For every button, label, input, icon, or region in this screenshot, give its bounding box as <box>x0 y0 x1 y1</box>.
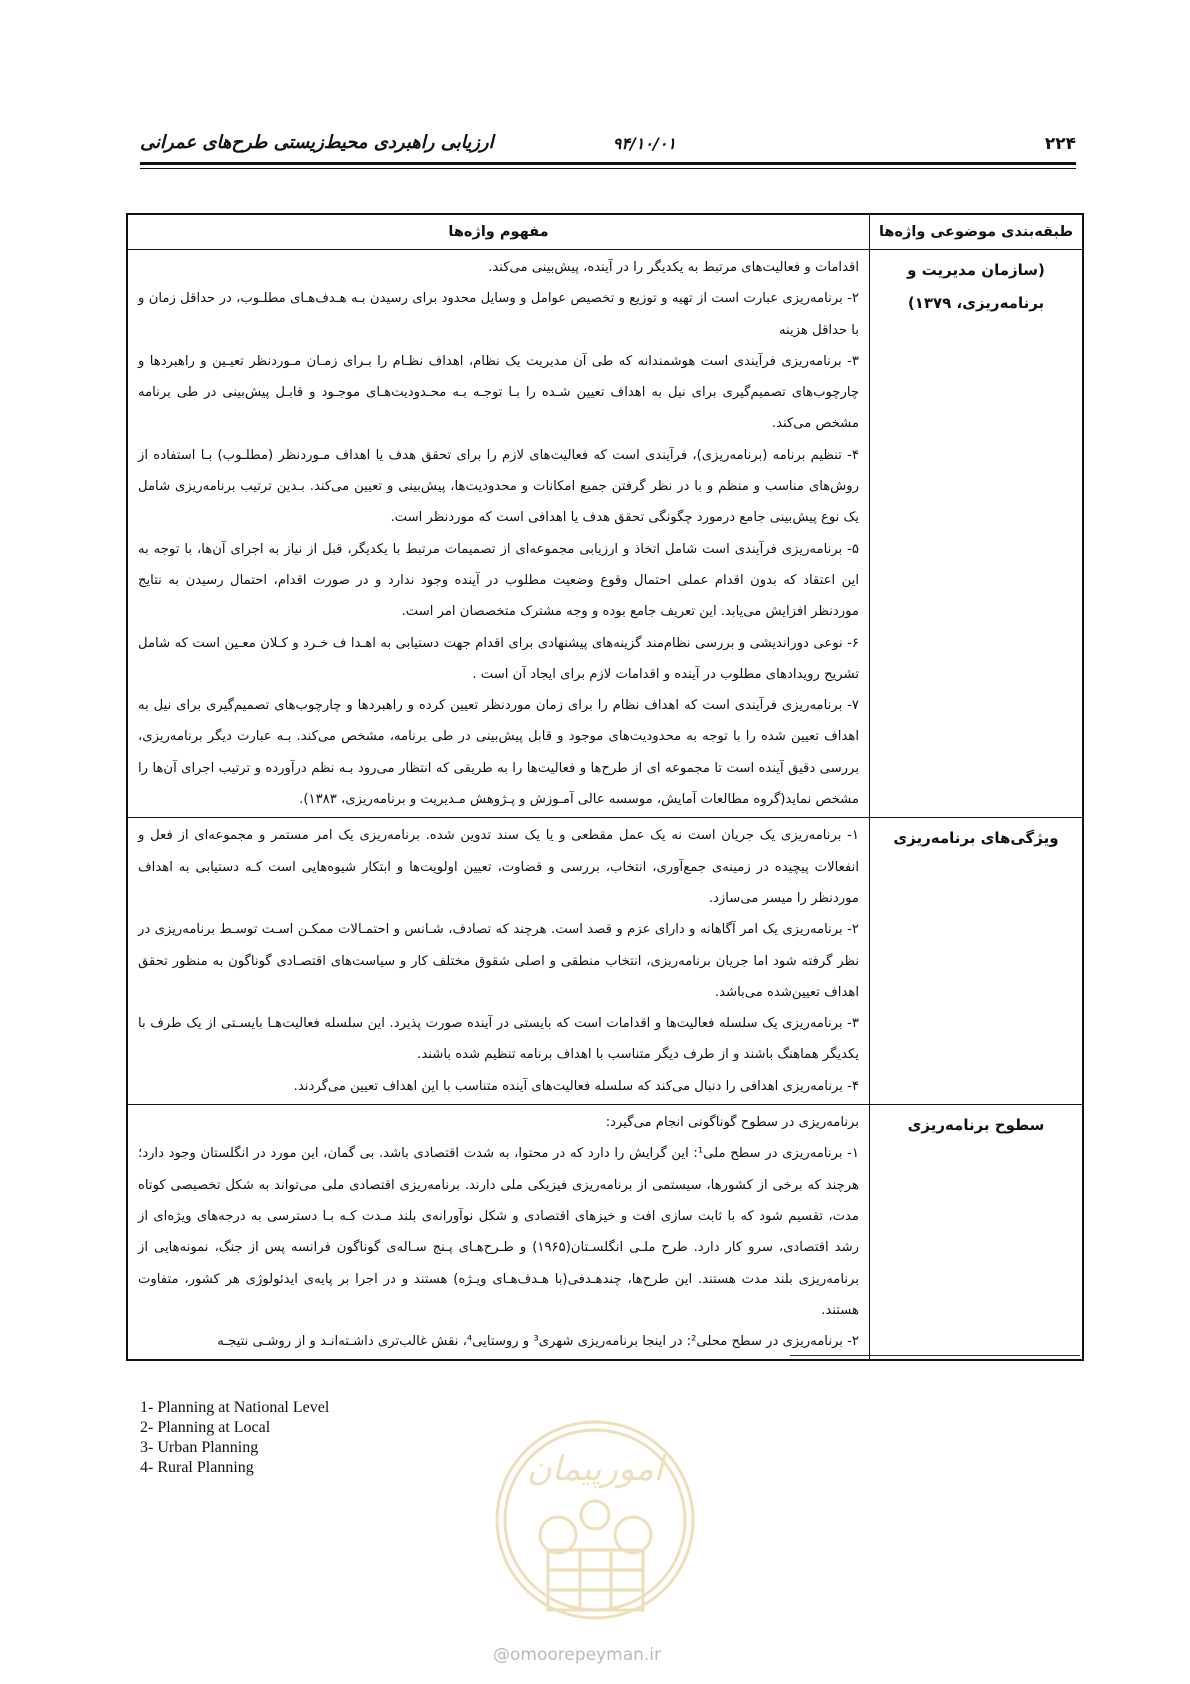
category-column-header: طبقه‌بندی موضوعی واژه‌ها <box>870 214 1084 250</box>
concept-cell <box>127 818 870 1105</box>
paragraph: ۳- برنامه‌ریزی یک سلسله فعالیت‌ها و اقدامات است که بایستی در آینده صورت پذیرد. این سلسله فعالیت‌هـا بایسـتی از یک طرف با یکدیگر هماهنگ باشند و از طرف دیگر متناسب با اهداف برنامه تنظیم شده باشند. <box>138 1016 859 1063</box>
page-header <box>140 120 1076 168</box>
issue-date: ۹۴/۱۰/۰۱ <box>612 134 676 153</box>
paragraph: ۱- برنامه‌ریزی یک جریان است نه یک عمل مقطعی و یا یک سند تدوین شده. برنامه‌ریزی یک امر مستمر و مجموعه‌ای از فعل و انفعالات پیچیده در زمینه‌ی جمع‌آوری، انتخاب، بررسی و قضاوت، تعیین اولویت‌ها و ابتکار شیوه‌هایی است کـه دستیابی به اهداف موردنظر را میسر می‌سازد. <box>138 828 859 906</box>
paragraph: ۵- برنامه‌ریزی فرآیندی است شامل اتخاذ و ارزیابی مجموعه‌ای از تصمیمات مرتبط با یکدیگر، قبل از نیاز به اجرای آن‌ها، با توجه به این اعتقاد که بدون اقدام عملی احتمال وقوع وضعیت مطلوب در آینده وجود ندارد و در صورت اقدام، احتمال رسیدن به نتایج موردنظر افزایش می‌یابد. این تعریف جامع بوده و وجه مشترک متخصصان امر است. <box>138 541 859 620</box>
paragraph: ۶- نوعی دوراندیشی و بررسی نظام‌مند گزینه‌های پیشنهادی برای اقدام جهت دستیابی به اهـدا ف خـرد و کـلان معـین است که شامل تشریح رویدادهای مطلوب در آینده و اقدامات لازم برای ایجاد آن است . <box>138 635 859 682</box>
footnote: 4- Rural Planning <box>140 1459 254 1476</box>
paragraph: ۲- برنامه‌ریزی یک امر آگاهانه و دارای عزم و قصد است. هرچند که تصادف، شـانس و احتمـالات ممکـن اسـت توسـط برنامه‌ریزی در نظر گرفته شود اما جریان برنامه‌ریزی، انتخاب منطقی و اصلی شقوق مختلف کار و سیاست‌های اقتصـادی گوناگون به منظور تحقق اهداف تعیین‌شده می‌باشد. <box>138 922 859 1000</box>
table-header-row <box>127 214 1083 250</box>
watermark-url: @omoorepeyman.ir <box>493 1645 662 1665</box>
watermark-logo <box>488 1400 703 1675</box>
category-cell: سطوح برنامه‌ریزی <box>870 1105 1084 1361</box>
running-title: ارزیابی راهبردی محیط‌زیستی طرح‌های عمرانی <box>140 132 494 153</box>
footnote: 3- Urban Planning <box>140 1439 259 1456</box>
paragraph: ۲- برنامه‌ریزی عبارت است از تهیه و توزیع و تخصیص عوامل و وسایل محدود برای رسیدن بـه هـدف‌هـای مطلـوب، در حداقل زمان و با حداقل هزینه <box>138 291 859 338</box>
concept-cell <box>127 250 870 818</box>
table-row <box>127 818 1083 1105</box>
footnote: 2- Planning at Local <box>140 1419 271 1436</box>
watermark-logo-text: امورپیمان <box>526 1449 664 1489</box>
category-cell: (سازمان مدیریت و برنامه‌ریزی، ۱۳۷۹) <box>870 250 1084 818</box>
paragraph: برنامه‌ریزی در سطوح گوناگونی انجام می‌گیرد: <box>605 1115 859 1131</box>
footnote: 1- Planning at National Level <box>140 1399 330 1416</box>
paragraph: ۱- برنامه‌ریزی در سطح ملی¹: این گرایش را دارد که در محتوا، به شدت اقتصادی باشد. بی گمان، این مورد در انگلستان وجود دارد؛ هرچند که برخی از کشورها، سیستمی از برنامه‌ریزی فیزیکی ملی دارند. برنامه‌ریزی اقتصادی ملی می‌تواند به شکل تخصیصی کوتاه مدت، تقسیم شود که با ثابت سازی افت و خیزهای اقتصادی و شکل نوآورانه‌ی بلند مـدت کـه بـا دسترسی به درجه‌های ویژه‌ای از رشد اقتصادی، سرو کار دارد. طرح ملـی انگلسـتان(۱۹۶۵) و طـرح‌هـای پـنج سـاله‌ی گوناگون فرانسه پس از جنگ، نمونه‌هایی از برنامه‌ریزی بلند مدت هستند. این طرح‌ها، چندهـدفی(با هـدف‌هـای ویـژه) هستند و در اجرا بر پایه‌ی ایدئولوژی هر کشور، متفاوت هستند. <box>138 1146 860 1318</box>
page-number: ۲۲۴ <box>1044 134 1076 154</box>
concept-column-header: مفهوم واژه‌ها <box>127 214 870 250</box>
table-row <box>127 250 1083 818</box>
concept-cell <box>127 1105 870 1361</box>
header-rule-thick <box>140 162 1076 165</box>
paragraph: ۷- برنامه‌ریزی فرآیندی است که اهداف نظام را برای زمان موردنظر تعیین کرده و راهبردها و چارچوب‌های تصمیم‌گیری برای نیل به اهداف تعیین شده را با توجه به محدودیت‌های موجود و قابل پیش‌بینی در طی برنامه، مشخص می‌کند. بـه عبارت دیگر برنامه‌ریزی، بررسی دقیق آینده است تا مجموعه ای از طرح‌ها و فعالیت‌ها را به طریقی که انتظار می‌رود بـه نظم درآورده و ترتیب اجرای آن‌ها را مشخص نماید(گروه مطالعات آمایش، موسسه عالی آمـوزش و پـژوهش مـدیریت و برنامه‌ریزی، ۱۳۸۳). <box>138 698 859 808</box>
footnote-separator <box>790 1355 1080 1356</box>
footnotes <box>140 1398 329 1478</box>
terms-table <box>126 213 1084 1361</box>
category-cell: ویژگی‌های برنامه‌ریزی <box>870 818 1084 1105</box>
header-rule-thin <box>140 168 1076 169</box>
table-row <box>127 1105 1083 1361</box>
paragraph: ۳- برنامه‌ریزی فرآیندی است هوشمندانه که طی آن مدیریت یک نظام، اهداف نظـام را بـرای زمـان مـوردنظر تعیـین و راهبردها و چارچوب‌های تصمیم‌گیری برای نیل به اهداف تعیین شـده را بـا توجـه بـه محـدودیت‌هـای موجـود و قابـل پیش‌بینی در طی برنامه مشخص می‌کند. <box>138 353 859 432</box>
paragraph: ۲- برنامه‌ریزی در سطح محلی²: در اینجا برنامه‌ریزی شهری³ و روستایی⁴، نقش غالب‌تری داشـته‌انـد و از روشـی نتیجـه <box>217 1334 859 1350</box>
paragraph: ۴- تنظیم برنامه (برنامه‌ریزی)، فرآیندی است که فعالیت‌های لازم را برای تحقق هدف یا اهداف مـوردنظر (مطلـوب) بـا استفاده از روش‌های مناسب و منظم و با در نظر گرفتن جمیع امکانات و محدودیت‌ها، پیش‌بینی و تعیین می‌کند. بـدین ترتیب برنامه‌ریزی شامل یک نوع پیش‌بینی جامع درمورد چگونگی تحقق هدف یا اهدافی است که موردنظر است. <box>138 447 859 526</box>
paragraph: ۴- برنامه‌ریزی اهدافی را دنبال می‌کند که سلسله فعالیت‌های آینده متناسب با این اهداف تعیین می‌گردند. <box>293 1078 859 1094</box>
paragraph: اقدامات و فعالیت‌های مرتبط به یکدیگر را در آینده، پیش‌بینی می‌کند. <box>488 260 859 275</box>
